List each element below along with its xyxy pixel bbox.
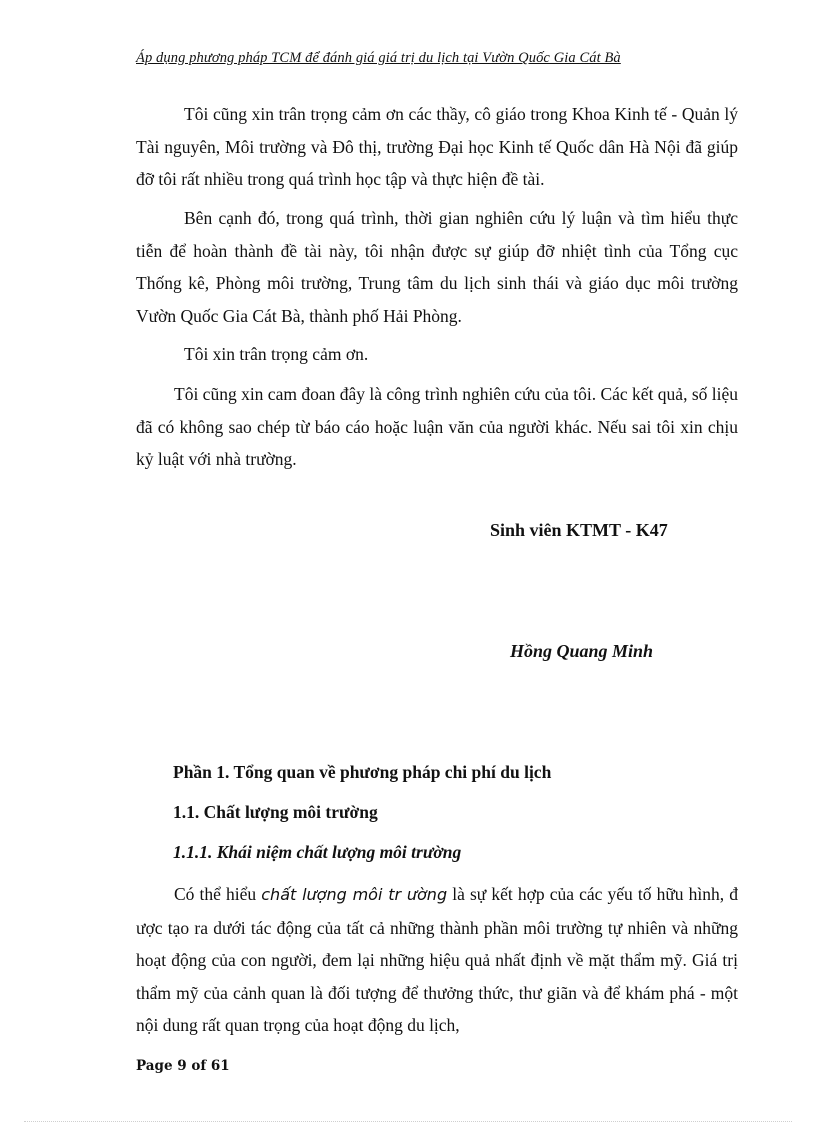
acknowledgement-paragraph-2: Bên cạnh đó, trong quá trình, thời gian nghiên cứu lý luận và tìm hiểu thực tiễn để hoàn thành đề tài này, tôi nhận được sự giúp đỡ nhiệt tình của Tổng cục Thống kê, Phòng môi trường, Trung tâm du lịch sinh thái và giáo dục môi trường Vườn Quốc Gia Cát Bà, thành phố Hải Phòng. [136, 208, 738, 326]
definition-paragraph [136, 878, 738, 1042]
page-number: Page 9 of 61 [136, 1058, 230, 1074]
signature-name: Hồng Quang Minh [510, 641, 654, 661]
thanks-line: Tôi xin trân trọng cảm ơn. [184, 344, 369, 364]
part-heading: Phần 1. Tổng quan về phương pháp chi phí du lịch [173, 762, 552, 782]
running-header: Áp dụng phương pháp TCM để đánh giá giá trị du lịch tại Vườn Quốc Gia Cát Bà [136, 50, 621, 66]
section-heading: 1.1. Chất lượng môi trường [173, 802, 378, 822]
definition-text-start: Có thể hiểu [174, 884, 262, 904]
definition-term: chất lượng môi tr ường [261, 885, 448, 904]
definition-text-rest: là sự kết hợp của các yếu tố hữu hình, đ ược tạo ra dưới tác động của tất cả những thành phần môi trường tự nhiên và những hoạt động của con người, đem lại những hiệu quả nhất định về mặt thẩm mỹ. Giá trị thẩm mỹ của cảnh quan là đối tượng để thưởng thức, thư giãn và để khám phá - một nội dung rất quan trọng của hoạt động du lịch, [136, 884, 739, 1035]
page-bottom-divider [24, 1121, 792, 1122]
acknowledgement-paragraph-1: Tôi cũng xin trân trọng cảm ơn các thầy, cô giáo trong Khoa Kinh tế - Quản lý Tài nguyên, Môi trường và Đô thị, trường Đại học Kinh tế Quốc dân Hà Nội đã giúp đỡ tôi rất nhiều trong quá trình học tập và thực hiện đề tài. [136, 104, 738, 189]
signature-title: Sinh viên KTMT - K47 [490, 520, 668, 540]
declaration-paragraph: Tôi cũng xin cam đoan đây là công trình nghiên cứu của tôi. Các kết quả, số liệu đã có không sao chép từ báo cáo hoặc luận văn của người khác. Nếu sai tôi xin chịu kỷ luật với nhà trường. [136, 384, 738, 469]
subsection-heading: 1.1.1. Khái niệm chất lượng môi trường [173, 842, 462, 862]
